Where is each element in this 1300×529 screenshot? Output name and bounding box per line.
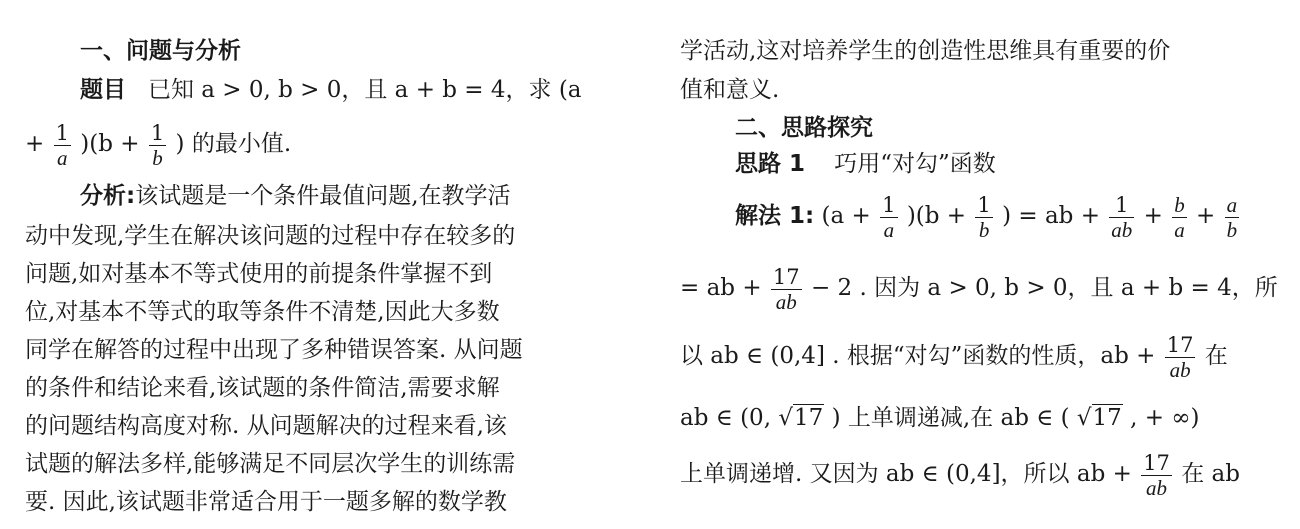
- analysis-line: 要. 因此,该试题非常适合用于一题多解的数学教: [25, 489, 507, 515]
- plus-sign: +: [1143, 203, 1163, 229]
- sqrt-17: [778, 404, 824, 431]
- analysis-text: 该试题是一个条件最值问题,在教学活: [135, 183, 511, 209]
- frac-numerator: 1: [882, 192, 896, 217]
- problem-line-1: [80, 74, 582, 106]
- idea-1-label: 思路 1: [735, 151, 806, 177]
- solution-1-line-5: [680, 448, 1240, 500]
- plus-sign: +: [25, 131, 45, 157]
- expr-text: 以 ab ∈ (0,4] . 根据“对勾”函数的性质，ab +: [680, 343, 1156, 369]
- fraction-b-over-a: [1172, 193, 1187, 242]
- analysis-line: 的条件和结论来看,该试题的条件简洁,需要求解: [25, 375, 500, 401]
- frac-denominator: b: [152, 145, 163, 170]
- analysis-line: 的问题结构高度对称. 从问题解决的过程来看,该: [25, 413, 507, 439]
- solution-1-line-3: [680, 330, 1228, 382]
- fraction-17-over-ab: [1141, 451, 1172, 500]
- frac-denominator: a: [1174, 217, 1185, 242]
- plus-sign: +: [1196, 203, 1216, 229]
- analysis-line: 同学在解答的过程中出现了多种错误答案. 从问题: [25, 337, 523, 363]
- expr-text: 上单调递增. 又因为 ab ∈ (0,4]，所以 ab +: [680, 461, 1132, 487]
- fraction-a-over-b: [1225, 193, 1240, 242]
- frac-denominator: a: [57, 145, 68, 170]
- continued-line-2: 值和意义.: [680, 77, 780, 103]
- expr-text: − 2 . 因为 a > 0, b > 0，且 a + b = 4，所: [810, 275, 1278, 301]
- solution-1-line-1: [735, 190, 1241, 242]
- section-heading-problem: 一、问题与分析: [80, 38, 241, 64]
- solution-1-line-2: [680, 262, 1278, 314]
- expr-text: , + ∞): [1130, 405, 1200, 431]
- analysis-line-1: [80, 180, 511, 212]
- analysis-line: 试题的解法多样,能够满足不同层次学生的训练需: [25, 451, 516, 477]
- fraction-one-over-b: [975, 193, 992, 242]
- idea-1-text: 巧用“对勾”函数: [834, 151, 996, 177]
- frac-numerator: 17: [772, 264, 800, 289]
- fraction-17-over-ab: [771, 265, 802, 314]
- frac-denominator: ab: [1146, 475, 1168, 500]
- frac-denominator: ab: [1169, 357, 1191, 382]
- frac-numerator: a: [1226, 192, 1238, 217]
- problem-label: 题目: [80, 77, 126, 103]
- frac-numerator: 1: [55, 120, 69, 145]
- solution-1-label: 解法 1:: [735, 203, 815, 229]
- problem-line-2: [25, 118, 291, 170]
- fraction-one-over-a: [54, 121, 71, 170]
- idea-1-line: [735, 148, 996, 180]
- fraction-one-over-ab: [1109, 193, 1134, 242]
- frac-denominator: ab: [1111, 217, 1133, 242]
- frac-denominator: b: [1226, 217, 1238, 242]
- solution-1-line-4: [680, 402, 1199, 434]
- sqrt-radicand: 17: [1092, 405, 1122, 431]
- fraction-17-over-ab: [1165, 333, 1196, 382]
- frac-numerator: 1: [1109, 193, 1134, 218]
- analysis-label: 分析:: [80, 183, 136, 209]
- section-heading-ideas: 二、思路探究: [735, 115, 873, 141]
- sqrt-17: [1077, 404, 1123, 431]
- frac-numerator: 17: [1166, 332, 1194, 357]
- expr-open: (a +: [821, 203, 871, 229]
- analysis-line: 动中发现,学生在解决该问题的过程中存在较多的: [25, 223, 516, 249]
- frac-numerator: 1: [977, 192, 991, 217]
- problem-text-1: 已知 a > 0, b > 0，且 a + b = 4，求 (a: [147, 77, 582, 103]
- expr-text: = ab +: [680, 275, 762, 301]
- frac-numerator: b: [1174, 192, 1185, 217]
- fraction-one-over-b: [149, 121, 166, 170]
- fraction-one-over-a: [880, 193, 897, 242]
- expr-mid: )(b +: [906, 203, 967, 229]
- problem-text-end: ) 的最小值.: [175, 131, 292, 157]
- expr-text: 在: [1204, 343, 1228, 369]
- expr-equals: ) = ab +: [1002, 203, 1100, 229]
- expr-text: ) 上单调递减,在 ab ∈ (: [831, 405, 1070, 431]
- frac-denominator: b: [978, 217, 990, 242]
- frac-numerator: 17: [1143, 450, 1170, 475]
- frac-denominator: ab: [775, 289, 797, 314]
- problem-text-mid: )(b +: [80, 131, 140, 157]
- continued-line-1: 学活动,这对培养学生的创造性思维具有重要的价: [680, 38, 1171, 64]
- frac-numerator: 1: [150, 120, 165, 145]
- expr-text: ab ∈ (0,: [680, 405, 772, 431]
- expr-text: 在 ab: [1181, 461, 1240, 487]
- analysis-line: 问题,如对基本不等式使用的前提条件掌握不到: [25, 261, 493, 287]
- sqrt-radicand: 17: [793, 405, 824, 431]
- frac-denominator: a: [883, 217, 895, 242]
- analysis-line: 位,对基本不等式的取等条件不清楚,因此大多数: [25, 299, 500, 325]
